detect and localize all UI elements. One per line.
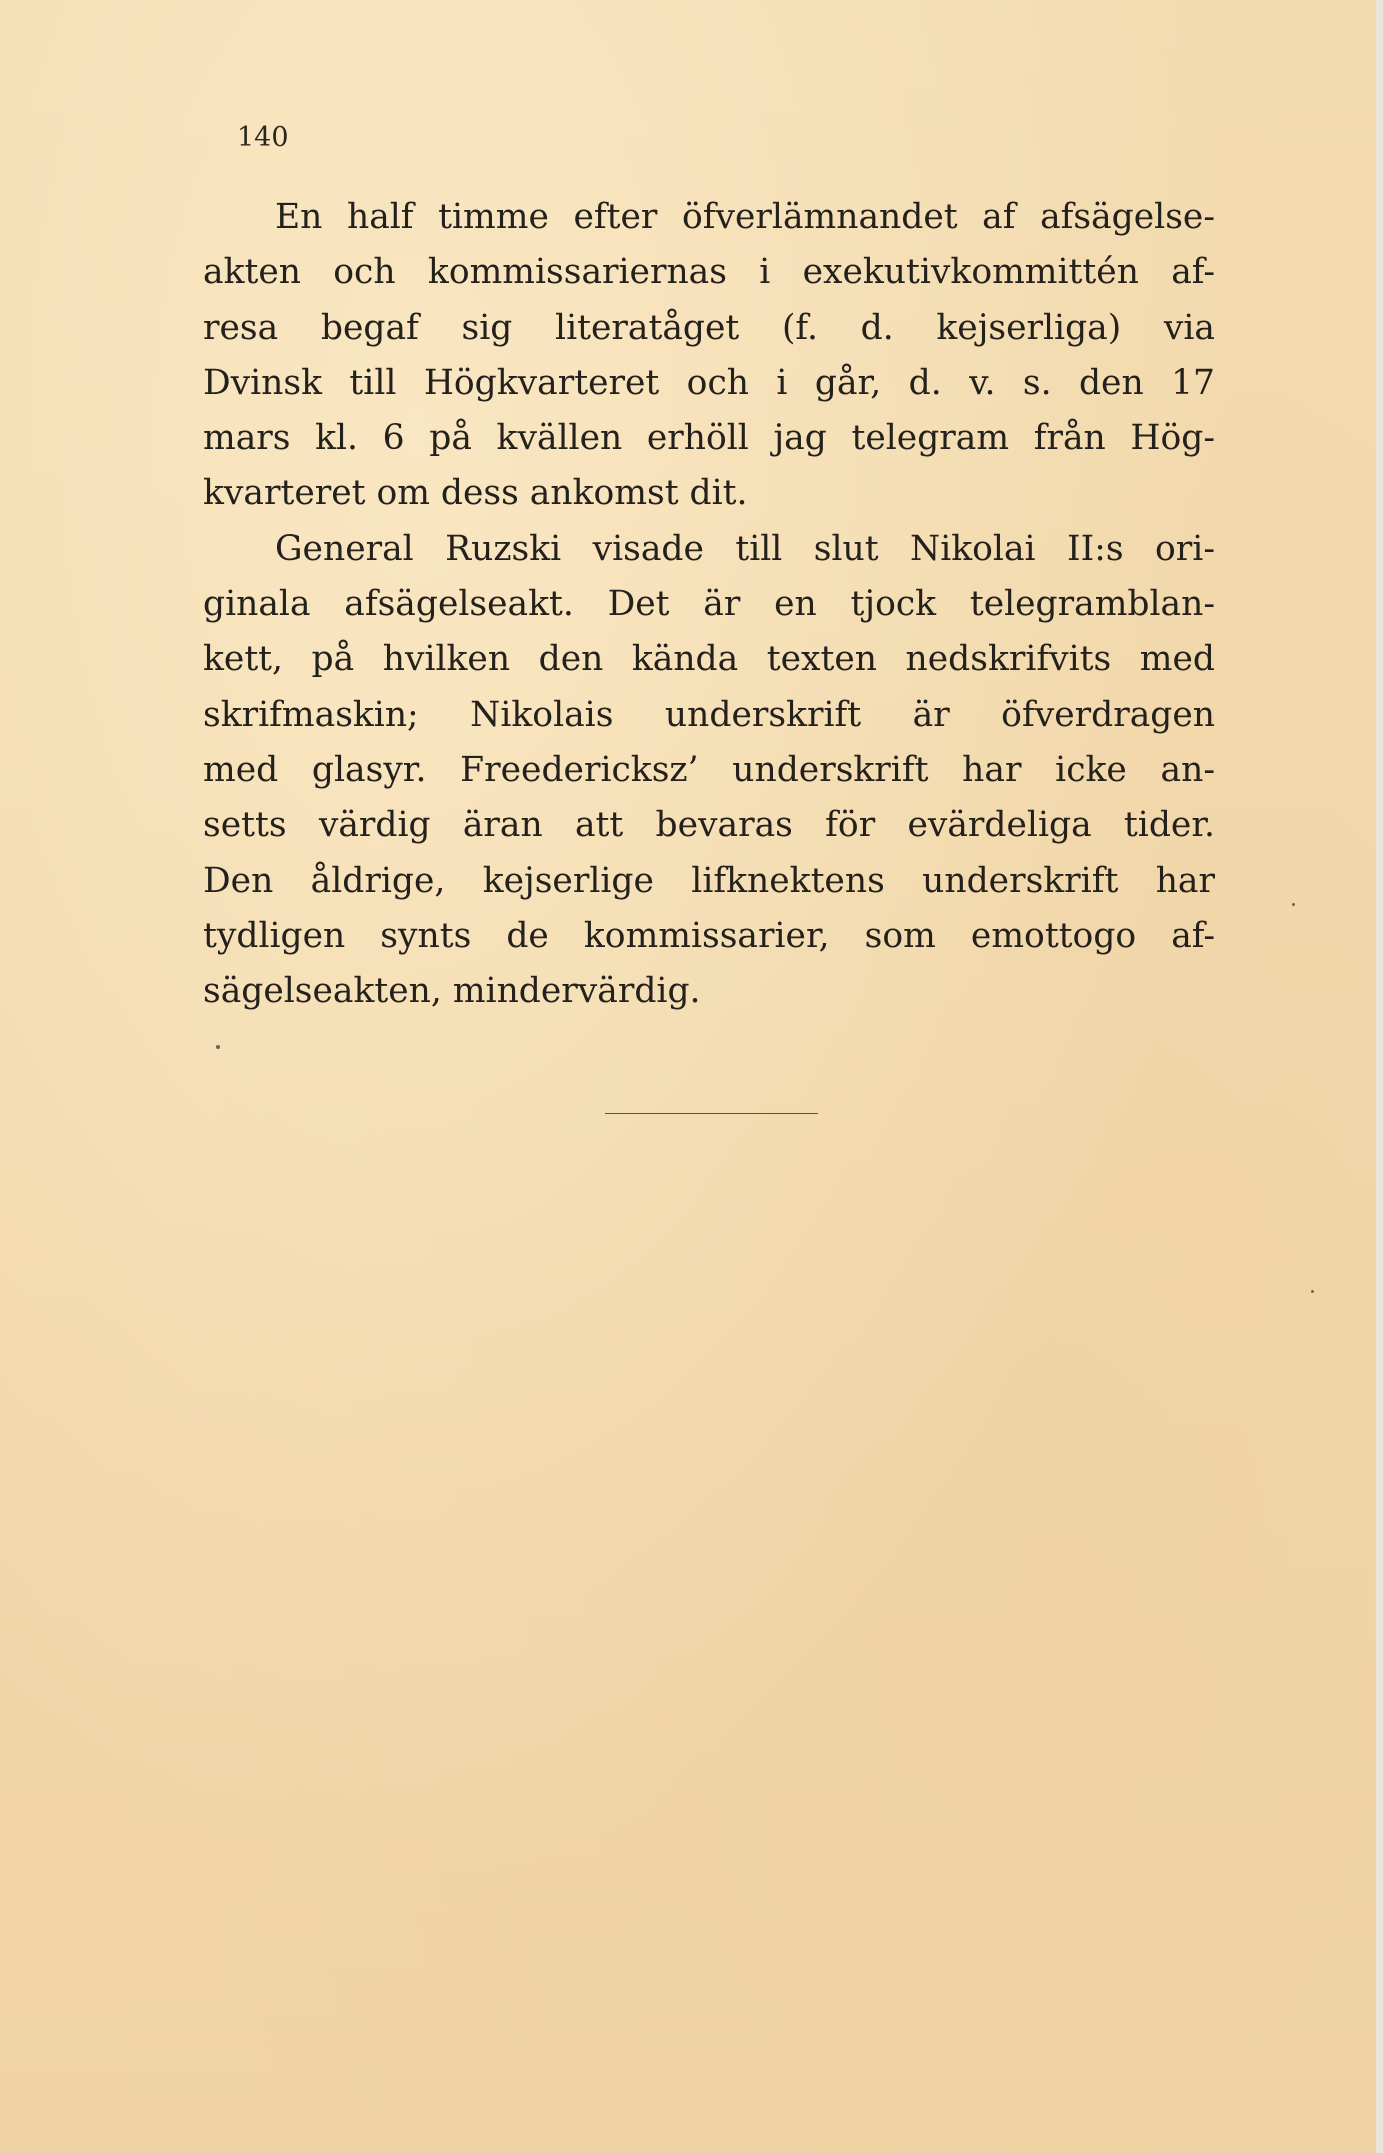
text-line: mars kl. 6 på kvällen erhöll jag telegram från Hög-: [203, 418, 1215, 459]
text-line: Den åldrige, kejserlige lifknektens underskrift har: [203, 860, 1215, 901]
text-line: General Ruzski visade till slut Nikolai II:s ori-: [275, 528, 1215, 569]
text-line: kvarteret om dess ankomst dit.: [203, 473, 748, 514]
text-line: En half timme efter öfverlämnandet af afsägelse-: [275, 197, 1215, 237]
text-line: sägelseakten, mindervärdig.: [203, 971, 701, 1012]
text-line: Dvinsk till Högkvarteret och i går, d. v. s. den 17: [203, 362, 1215, 403]
paper-speck: [216, 1045, 220, 1049]
text-line: tydligen synts de kommissarier, som emottogo af-: [203, 915, 1215, 956]
section-divider: [605, 1113, 818, 1114]
text-line: kett, på hvilken den kända texten nedskrifvits med: [203, 639, 1215, 680]
text-line: akten och kommissariernas i exekutivkommittén af-: [203, 252, 1215, 293]
text-line: skrifmaskin; Nikolais underskrift är öfverdragen: [203, 694, 1215, 735]
text-line: med glasyr. Freedericksz’ underskrift har icke an-: [203, 749, 1215, 790]
paper-speck: [1292, 903, 1295, 906]
paper-speck: [1311, 1290, 1314, 1293]
text-line: ginala afsägelseakt. Det är en tjock telegramblan-: [203, 584, 1215, 625]
page-edge: [1376, 0, 1383, 2153]
text-line: setts värdig äran att bevaras för evärdeliga tider.: [203, 805, 1215, 846]
body-text: [203, 190, 1215, 1019]
text-line: resa begaf sig literatåget (f. d. kejserliga) via: [203, 307, 1215, 348]
page-number: 140: [237, 122, 289, 153]
